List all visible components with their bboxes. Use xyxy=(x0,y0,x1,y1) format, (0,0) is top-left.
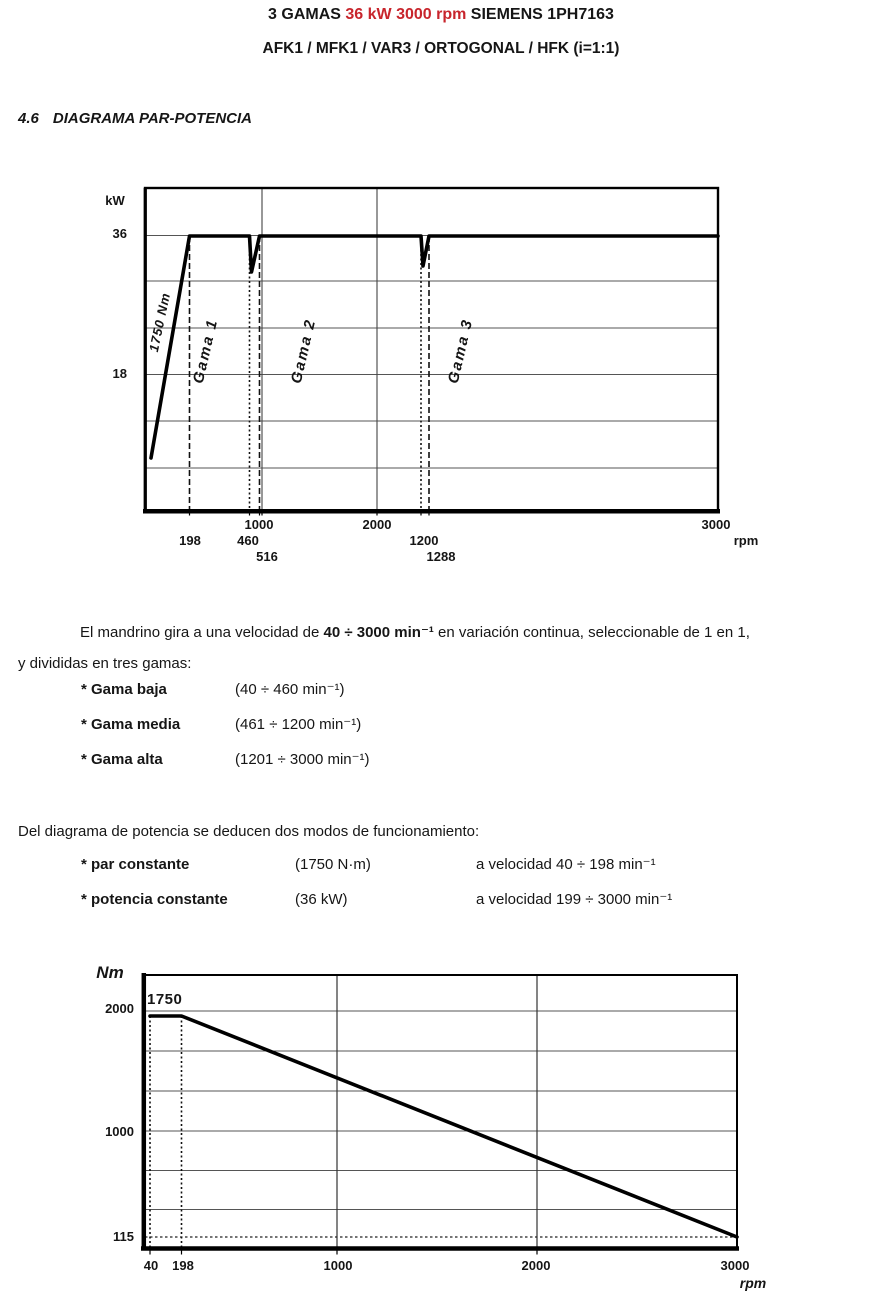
gama-range-label: Gama 1 xyxy=(189,316,222,386)
page-title-part1: 3 GAMAS xyxy=(268,6,346,23)
gama-range: (1201 ÷ 3000 min⁻¹) xyxy=(235,751,370,768)
torque-diagram-chart xyxy=(80,950,790,1299)
page-title-part3: SIEMENS 1PH7163 xyxy=(466,6,614,23)
mode-row xyxy=(0,890,882,910)
y-axis-unit-label: Nm xyxy=(96,963,124,982)
gama-label: * Gama baja xyxy=(81,681,167,698)
x-tick-label: 40 xyxy=(143,1258,159,1273)
x-axis-unit-label: rpm xyxy=(733,533,759,548)
section-number: 4.6 xyxy=(18,110,39,127)
mode-speed: a velocidad 40 ÷ 198 min⁻¹ xyxy=(476,856,656,873)
x-tick-label: 2000 xyxy=(362,517,392,532)
x-tick-label: 198 xyxy=(179,533,201,548)
x-tick-label: 460 xyxy=(237,533,259,548)
y-axis-unit-label: kW xyxy=(105,193,125,208)
gama-range-label: Gama 3 xyxy=(444,316,477,386)
x-tick-label: 3000 xyxy=(720,1258,750,1273)
x-tick-label: 1000 xyxy=(244,517,274,532)
x-tick-label: 1000 xyxy=(323,1258,353,1273)
x-tick-label: 516 xyxy=(256,549,278,564)
page-title xyxy=(0,6,882,24)
title-accent: 36 kW 3000 rpm xyxy=(345,6,467,23)
gama-label: * Gama media xyxy=(81,716,181,733)
modes-intro: Del diagrama de potencia se deducen dos modos de funcionamiento: xyxy=(18,823,480,840)
mode-label: * par constante xyxy=(81,856,190,873)
page-subtitle: AFK1 / MFK1 / VAR3 / ORTOGONAL / HFK (i=1:1) xyxy=(262,40,620,57)
intro-paragraph xyxy=(18,617,863,679)
gama-row xyxy=(0,680,882,700)
y-tick-label: 18 xyxy=(112,366,127,381)
y-tick-label: 36 xyxy=(112,226,127,241)
gama-label: * Gama alta xyxy=(81,751,163,768)
mode-speed: a velocidad 199 ÷ 3000 min⁻¹ xyxy=(476,891,673,908)
gama-range: (461 ÷ 1200 min⁻¹) xyxy=(235,716,362,733)
y-tick-label: 115 xyxy=(113,1229,134,1244)
x-tick-label: 1288 xyxy=(426,549,456,564)
section-title: DIAGRAMA PAR-POTENCIA xyxy=(52,110,253,127)
x-tick-label: 2000 xyxy=(521,1258,551,1273)
gama-row xyxy=(0,750,882,770)
mode-value: (1750 N·m) xyxy=(295,856,371,873)
x-tick-label: 198 xyxy=(172,1258,194,1273)
x-axis-unit-label: rpm xyxy=(739,1275,767,1291)
torque-value-annotation: 1750 xyxy=(147,991,183,1008)
intro-speed-range: 40 ÷ 3000 min⁻¹ xyxy=(323,624,434,641)
torque-curve xyxy=(150,1016,737,1237)
gama-range: (40 ÷ 460 min⁻¹) xyxy=(235,681,345,698)
x-tick-label: 1200 xyxy=(409,533,439,548)
gama-row xyxy=(0,715,882,735)
power-diagram-chart xyxy=(80,183,790,568)
y-tick-label: 1000 xyxy=(105,1124,134,1139)
mode-row xyxy=(0,855,882,875)
plot-border xyxy=(143,975,737,1249)
mode-label: * potencia constante xyxy=(81,891,228,908)
mode-value: (36 kW) xyxy=(295,891,348,908)
y-tick-label: 2000 xyxy=(105,1001,134,1016)
gama-range-label: Gama 2 xyxy=(287,316,320,386)
torque-line-label: 1750 Nm xyxy=(145,290,174,354)
intro-text-pre: El mandrino gira a una velocidad de xyxy=(80,624,324,641)
intro-text-post: en variación continua, seleccionable de 1 en 1, xyxy=(433,624,750,641)
x-tick-label: 3000 xyxy=(701,517,731,532)
power-curve xyxy=(151,236,718,458)
intro-text-line2: y divididas en tres gamas: xyxy=(18,655,192,672)
section-heading xyxy=(18,110,252,127)
